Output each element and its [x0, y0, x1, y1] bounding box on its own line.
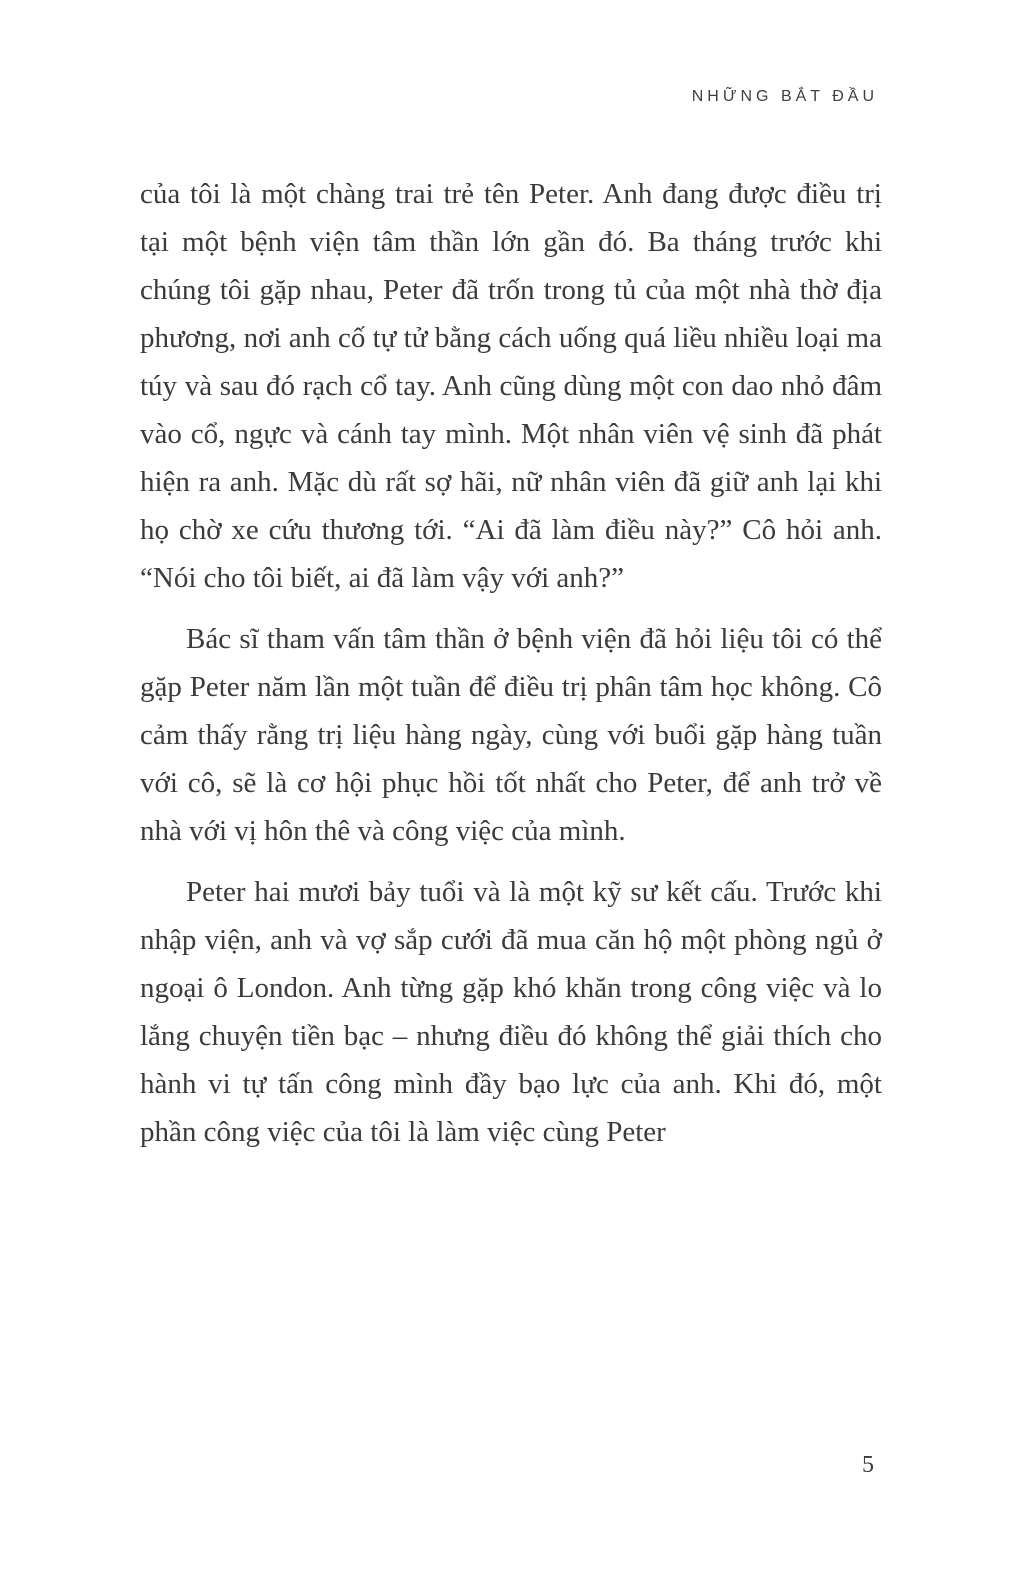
paragraph: của tôi là một chàng trai trẻ tên Peter. Anh đang được điều trị tại một bệnh viện tâm thần lớn gần đó. Ba tháng trước khi chúng tôi gặp nhau, Peter đã trốn trong tủ của một nhà thờ địa phương, nơi anh cố tự tử bằng cách uống quá liều nhiều loại ma túy và sau đó rạch cổ tay. Anh cũng dùng một con dao nhỏ đâm vào cổ, ngực và cánh tay mình. Một nhân viên vệ sinh đã phát hiện ra anh. Mặc dù rất sợ hãi, nữ nhân viên đã giữ anh lại khi họ chờ xe cứu thương tới. “Ai đã làm điều này?” Cô hỏi anh. “Nói cho tôi biết, ai đã làm vậy với anh?”	[140, 178, 882, 594]
running-header: NHỮNG BẮT ĐẦU	[691, 88, 878, 105]
text-block	[140, 170, 882, 1169]
paragraph: Peter hai mươi bảy tuổi và là một kỹ sư kết cấu. Trước khi nhập viện, anh và vợ sắp cưới đã mua căn hộ một phòng ngủ ở ngoại ô London. Anh từng gặp khó khăn trong công việc và lo lắng chuyện tiền bạc – nhưng điều đó không thể giải thích cho hành vi tự tấn công mình đầy bạo lực của anh. Khi đó, một phần công việc của tôi là làm việc cùng Peter	[140, 876, 882, 1148]
page-number: 5	[862, 1452, 874, 1478]
paragraph: Bác sĩ tham vấn tâm thần ở bệnh viện đã hỏi liệu tôi có thể gặp Peter năm lần một tuần để điều trị phân tâm học không. Cô cảm thấy rằng trị liệu hàng ngày, cùng với buổi gặp hàng tuần với cô, sẽ là cơ hội phục hồi tốt nhất cho Peter, để anh trở về nhà với vị hôn thê và công việc của mình.	[140, 623, 882, 847]
